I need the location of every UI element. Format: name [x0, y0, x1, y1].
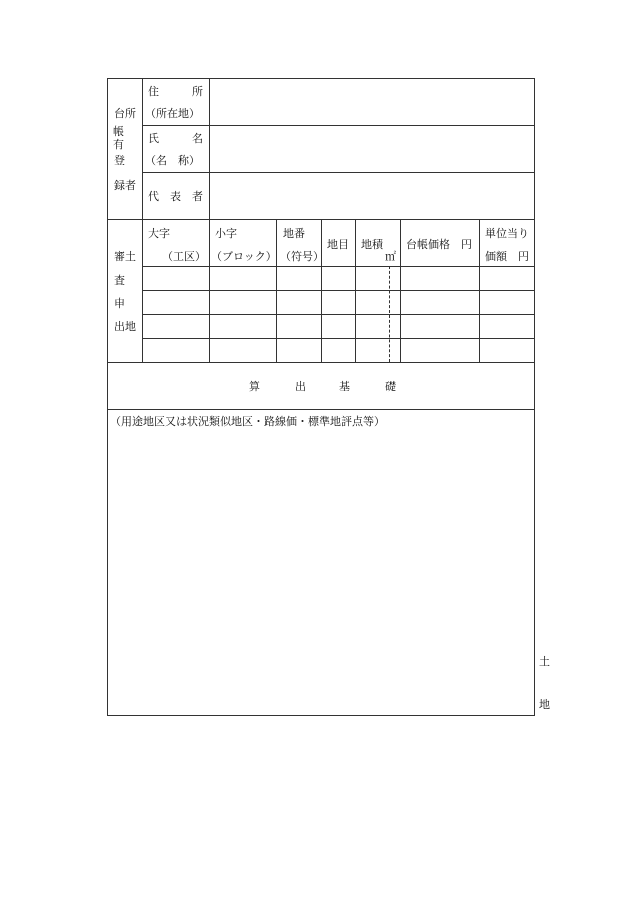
rule [321, 219, 322, 362]
owner-side-label: 台所 [114, 107, 136, 120]
rule [107, 362, 535, 363]
basis-title: 算 [249, 380, 260, 393]
land-side-label: 査 [114, 274, 125, 287]
rule [479, 219, 480, 362]
rule [142, 290, 535, 291]
basis-title: 出 [295, 380, 306, 393]
rule [107, 409, 535, 410]
address-label: 所 [192, 85, 203, 98]
owner-side-label: 帳有 [113, 125, 124, 151]
basis-title: 基 [339, 380, 350, 393]
rule [276, 219, 277, 362]
name-label: 氏 [148, 132, 159, 145]
land-side-label: 出地 [114, 320, 136, 333]
header-unit-value: 単位当り [485, 227, 529, 240]
name-sub-label: （名 称） [145, 154, 200, 167]
address-label: 住 [148, 85, 159, 98]
representative-label: 代 表 者 [148, 190, 203, 203]
header-oaza-sub: （工区） [162, 250, 206, 263]
rule [142, 78, 143, 362]
header-koaza-sub: （ブロック） [211, 250, 277, 263]
land-form-frame [107, 78, 535, 716]
rule [400, 219, 401, 362]
header-chiban: 地番 [283, 227, 305, 240]
owner-side-label [113, 125, 139, 151]
rule [209, 219, 210, 362]
rule [142, 266, 535, 267]
header-price: 台帳価格 円 [406, 238, 472, 251]
header-chimoku: 地目 [327, 238, 349, 251]
address-sub-label: （所在地） [145, 107, 200, 120]
margin-label: 土 [539, 655, 550, 668]
rule [142, 338, 535, 339]
rule [142, 125, 535, 126]
decimal-guide [389, 266, 390, 362]
basis-note: （用途地区又は状況類似地区・路線価・標準地評点等） [110, 415, 385, 428]
basis-title: 礎 [385, 380, 396, 393]
header-chiban-sub: （符号） [280, 250, 324, 263]
margin-label: 地 [539, 698, 550, 711]
rule [142, 314, 535, 315]
header-oaza: 大字 [148, 227, 170, 240]
rule [209, 78, 210, 219]
rule [142, 172, 535, 173]
header-chiseki: 地積 [361, 238, 383, 251]
header-chiseki-unit: ㎡ [385, 250, 396, 263]
name-label: 名 [192, 132, 203, 145]
header-koaza: 小字 [215, 227, 237, 240]
land-side-label: 申 [114, 297, 125, 310]
land-side-label: 審土 [114, 250, 136, 263]
owner-side-label: 録者 [114, 179, 136, 192]
header-unit-value: 価額 円 [485, 250, 529, 263]
rule [355, 219, 356, 362]
owner-side-label: 登 [114, 154, 125, 167]
